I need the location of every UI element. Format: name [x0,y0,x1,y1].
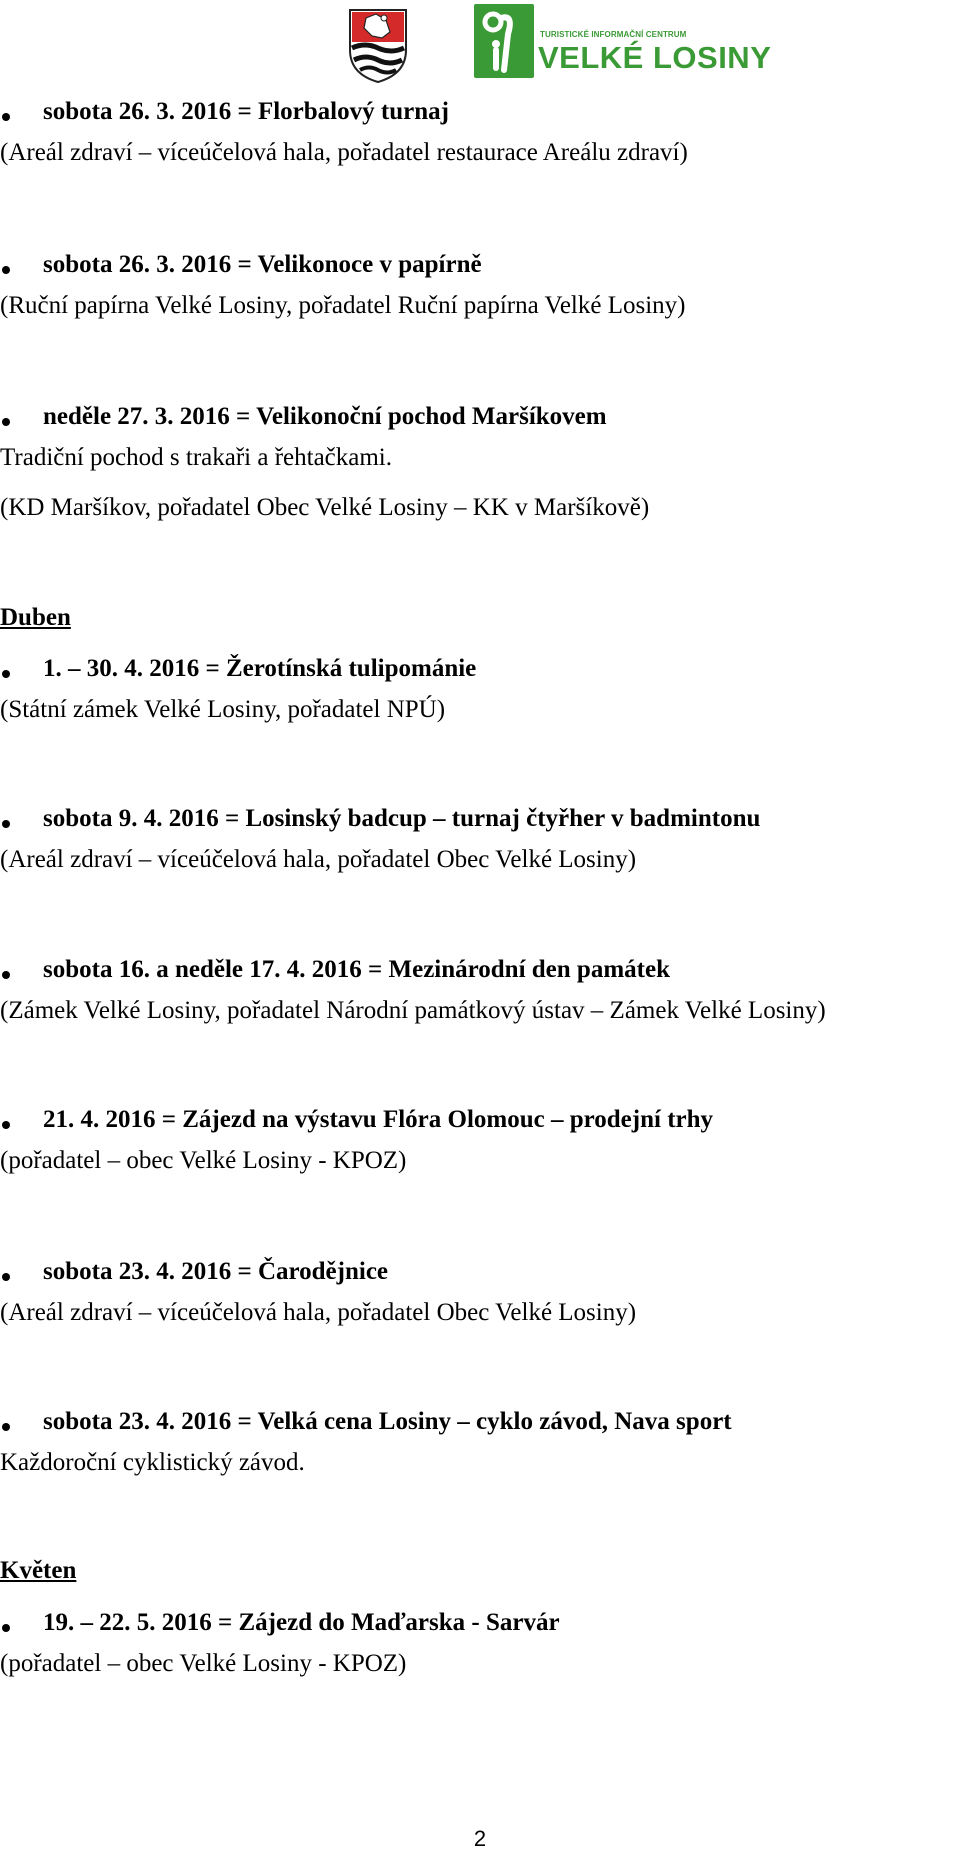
event-title: sobota 9. 4. 2016 = Losinský badcup – turnaj čtyřher v badmintonu [43,805,761,832]
event-detail: (Areál zdraví – víceúčelová hala, pořadatel restaurace Areálu zdraví) [0,139,688,166]
logo-subtitle: TURISTICKÉ INFORMAČNÍ CENTRUM [540,30,687,39]
event-title: 19. – 22. 5. 2016 = Zájezd do Maďarska - Sarvár [43,1609,560,1636]
event-detail: (KD Maršíkov, pořadatel Obec Velké Losiny – KK v Maršíkově) [0,494,650,521]
event-item [0,403,960,533]
month-heading: Duben [0,604,71,631]
event-item [0,1609,960,1689]
event-title: 1. – 30. 4. 2016 = Žerotínská tulipománie [43,655,477,682]
event-title: sobota 26. 3. 2016 = Velikonoce v papírně [43,251,482,278]
logo-title: VELKÉ LOSINY [538,40,772,75]
page-number: 2 [473,1826,487,1851]
event-detail: (Areál zdraví – víceúčelová hala, pořadatel Obec Velké Losiny) [0,1299,637,1326]
event-detail: (pořadatel – obec Velké Losiny - KPOZ) [0,1650,407,1677]
event-title: sobota 26. 3. 2016 = Florbalový turnaj [43,98,449,125]
event-detail: (Státní zámek Velké Losiny, pořadatel NPÚ) [0,696,446,723]
event-item [0,805,960,885]
bullet-icon [2,670,10,678]
bullet-icon [2,1121,10,1129]
bullet-icon [2,113,10,121]
header-logos [0,4,960,80]
month-heading: Květen [0,1557,77,1584]
event-title: sobota 16. a neděle 17. 4. 2016 = Mezinárodní den památek [43,956,670,983]
bullet-icon [2,1423,10,1431]
event-detail: (pořadatel – obec Velké Losiny - KPOZ) [0,1147,407,1174]
bullet-icon [2,820,10,828]
bullet-icon [2,971,10,979]
event-detail: Každoroční cyklistický závod. [0,1449,305,1476]
event-item [0,1258,960,1338]
coat-of-arms-icon [346,6,410,84]
event-detail: (Zámek Velké Losiny, pořadatel Národní památkový ústav – Zámek Velké Losiny) [0,997,826,1024]
event-item [0,956,960,1036]
event-title: sobota 23. 4. 2016 = Čarodějnice [43,1258,389,1285]
event-title: 21. 4. 2016 = Zájezd na výstavu Flóra Olomouc – prodejní trhy [43,1106,714,1133]
event-title: sobota 23. 4. 2016 = Velká cena Losiny – cyklo závod, Nava sport [43,1408,732,1435]
event-item [0,1106,960,1186]
info-logo-icon [474,4,534,78]
event-item [0,251,960,331]
event-item [0,1408,960,1488]
bullet-icon [2,266,10,274]
event-title: neděle 27. 3. 2016 = Velikonoční pochod Maršíkovem [43,403,607,430]
tourist-info-logo [474,4,772,80]
bullet-icon [2,418,10,426]
event-detail: (Ruční papírna Velké Losiny, pořadatel Ruční papírna Velké Losiny) [0,292,686,319]
event-item [0,98,960,178]
event-detail: Tradiční pochod s trakaři a řehtačkami. [0,444,393,471]
bullet-icon [2,1273,10,1281]
event-detail: (Areál zdraví – víceúčelová hala, pořadatel Obec Velké Losiny) [0,846,637,873]
bullet-icon [2,1624,10,1632]
event-item [0,655,960,735]
